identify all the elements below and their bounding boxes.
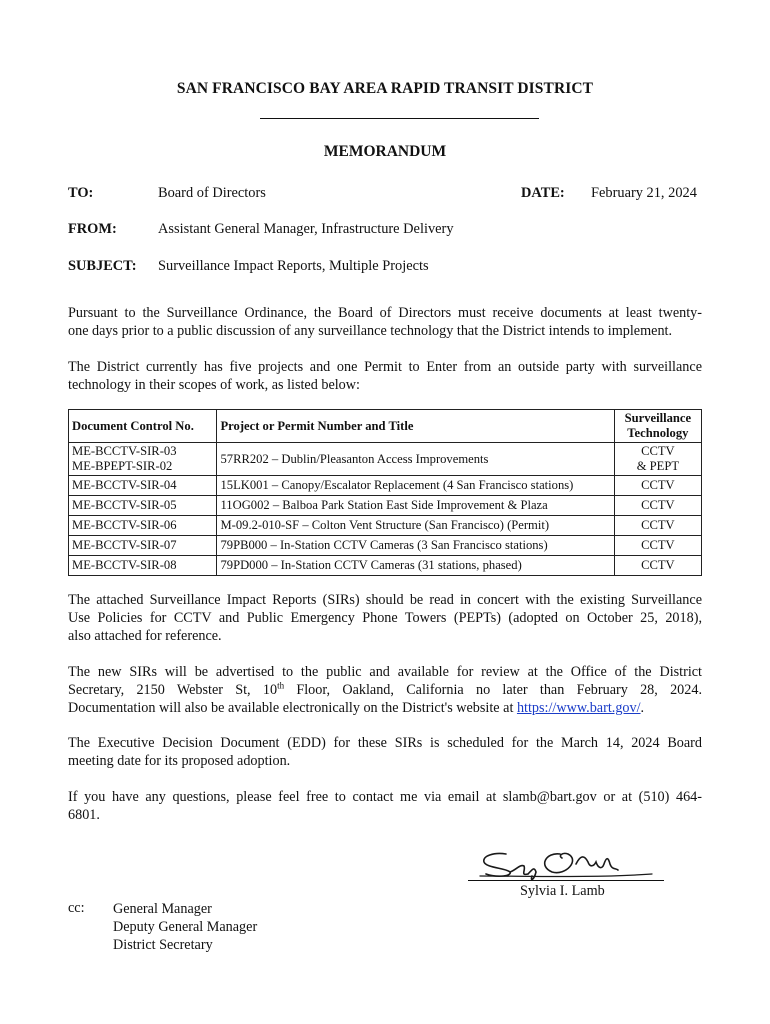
- cell-document-control: ME-BCCTV-SIR-06: [69, 516, 217, 536]
- cc-recipient: District Secretary: [113, 937, 213, 953]
- cell-project: M-09.2-010-SF – Colton Vent Structure (San Francisco) (Permit): [217, 516, 614, 536]
- paragraph-projects-intro: [68, 358, 702, 394]
- paragraph-line: Pursuant to the Surveillance Ordinance, the Board of Directors must receive documents at least twenty-: [68, 305, 702, 321]
- header-technology: [614, 410, 701, 443]
- cell-project: 57RR202 – Dublin/Pleasanton Access Improvements: [217, 443, 614, 476]
- signature-line: [468, 880, 664, 881]
- paragraph-line: meeting date for its proposed adoption.: [68, 753, 291, 769]
- signatory-name: Sylvia I. Lamb: [520, 883, 605, 899]
- paragraph-contact: [68, 788, 702, 824]
- cell-project: 79PD000 – In-Station CCTV Cameras (31 stations, phased): [217, 556, 614, 576]
- table-row: [69, 443, 702, 476]
- to-label: TO:: [68, 185, 94, 201]
- sir-table: [68, 409, 702, 576]
- cell-document-control: ME-BCCTV-SIR-07: [69, 536, 217, 556]
- ordinal-suffix: th: [277, 680, 285, 691]
- paragraph-line: 6801.: [68, 807, 100, 823]
- cell-technology: CCTV: [614, 516, 701, 536]
- period-text: .: [640, 700, 645, 716]
- cell-technology: [614, 443, 701, 476]
- paragraph-line: If you have any questions, please feel free to contact me via email at slamb@bart.gov or at (510) 464-: [68, 789, 702, 805]
- paragraph-line: Use Policies for CCTV and Public Emergency Phone Towers (PEPTs) (adopted on October 25, 2018),: [68, 610, 702, 626]
- header-technology-line: Technology: [627, 426, 689, 440]
- header-technology-line: Surveillance: [624, 411, 692, 425]
- cell-project: 15LK001 – Canopy/Escalator Replacement (4 San Francisco stations): [217, 476, 614, 496]
- cc-list: [113, 900, 257, 954]
- doc-control-number: ME-BCCTV-SIR-03: [72, 444, 177, 458]
- cc-recipient: General Manager: [113, 901, 212, 917]
- handwritten-signature: [476, 846, 656, 882]
- cell-technology: CCTV: [614, 556, 701, 576]
- paragraph-line: technology in their scopes of work, as listed below:: [68, 377, 360, 393]
- cell-technology: CCTV: [614, 476, 701, 496]
- organization-title: SAN FRANCISCO BAY AREA RAPID TRANSIT DISTRICT: [176, 80, 594, 97]
- date-label: DATE:: [521, 185, 565, 201]
- cell-project: 79PB000 – In-Station CCTV Cameras (3 San Francisco stations): [217, 536, 614, 556]
- paragraph-line: The Executive Decision Document (EDD) for these SIRs is scheduled for the March 14, 2024 Board: [68, 735, 702, 751]
- paragraph-review-availability: [68, 663, 702, 717]
- technology-value: CCTV: [641, 444, 675, 458]
- subject-value: Surveillance Impact Reports, Multiple Projects: [158, 258, 429, 274]
- website-lead-text: Documentation will also be available electronically on the District's website at: [68, 700, 517, 716]
- table-row: [69, 536, 702, 556]
- header-document-control: Document Control No.: [69, 410, 217, 443]
- address-text: Secretary, 2150 Webster St, 10: [68, 682, 278, 698]
- cell-document-control: ME-BCCTV-SIR-08: [69, 556, 217, 576]
- technology-value: & PEPT: [636, 459, 680, 473]
- date-value: February 21, 2024: [591, 185, 697, 201]
- paragraph-line: [68, 699, 702, 717]
- subject-label: SUBJECT:: [68, 258, 137, 274]
- cell-document-control: ME-BCCTV-SIR-04: [69, 476, 217, 496]
- from-label: FROM:: [68, 221, 117, 237]
- cell-document-control: ME-BCCTV-SIR-05: [69, 496, 217, 516]
- cc-recipient: Deputy General Manager: [113, 919, 258, 935]
- from-value: Assistant General Manager, Infrastructure Delivery: [158, 221, 454, 237]
- doc-control-number: ME-BPEPT-SIR-02: [72, 459, 173, 473]
- paragraph-line: one days prior to a public discussion of any surveillance technology that the District intends to implement.: [68, 323, 673, 339]
- document-type-title: MEMORANDUM: [323, 143, 447, 160]
- paragraph-ordinance: [68, 304, 702, 340]
- table-row: [69, 516, 702, 536]
- cell-technology: CCTV: [614, 536, 701, 556]
- header-project: Project or Permit Number and Title: [217, 410, 614, 443]
- table-row: [69, 556, 702, 576]
- paragraph-edd-schedule: [68, 734, 702, 770]
- paragraph-sir-context: [68, 591, 702, 645]
- cell-project: 11OG002 – Balboa Park Station East Side Improvement & Plaza: [217, 496, 614, 516]
- to-value: Board of Directors: [158, 185, 266, 201]
- table-row: [69, 496, 702, 516]
- paragraph-line: [68, 681, 702, 699]
- cc-label: cc:: [68, 900, 85, 916]
- bart-website-link[interactable]: https://www.bart.gov/: [516, 700, 641, 716]
- cell-document-control: [69, 443, 217, 476]
- address-text: Floor, Oakland, California no later than February 28, 2024.: [284, 682, 702, 698]
- table-header-row: [69, 410, 702, 443]
- cell-technology: CCTV: [614, 496, 701, 516]
- title-divider: [260, 118, 539, 119]
- paragraph-line: also attached for reference.: [68, 628, 222, 644]
- paragraph-line: The attached Surveillance Impact Reports (SIRs) should be read in concert with the existing Surveillance: [68, 592, 702, 608]
- table-row: [69, 476, 702, 496]
- paragraph-line: The new SIRs will be advertised to the public and available for review at the Office of the District: [68, 664, 702, 680]
- paragraph-line: The District currently has five projects and one Permit to Enter from an outside party with surveillance: [68, 359, 702, 375]
